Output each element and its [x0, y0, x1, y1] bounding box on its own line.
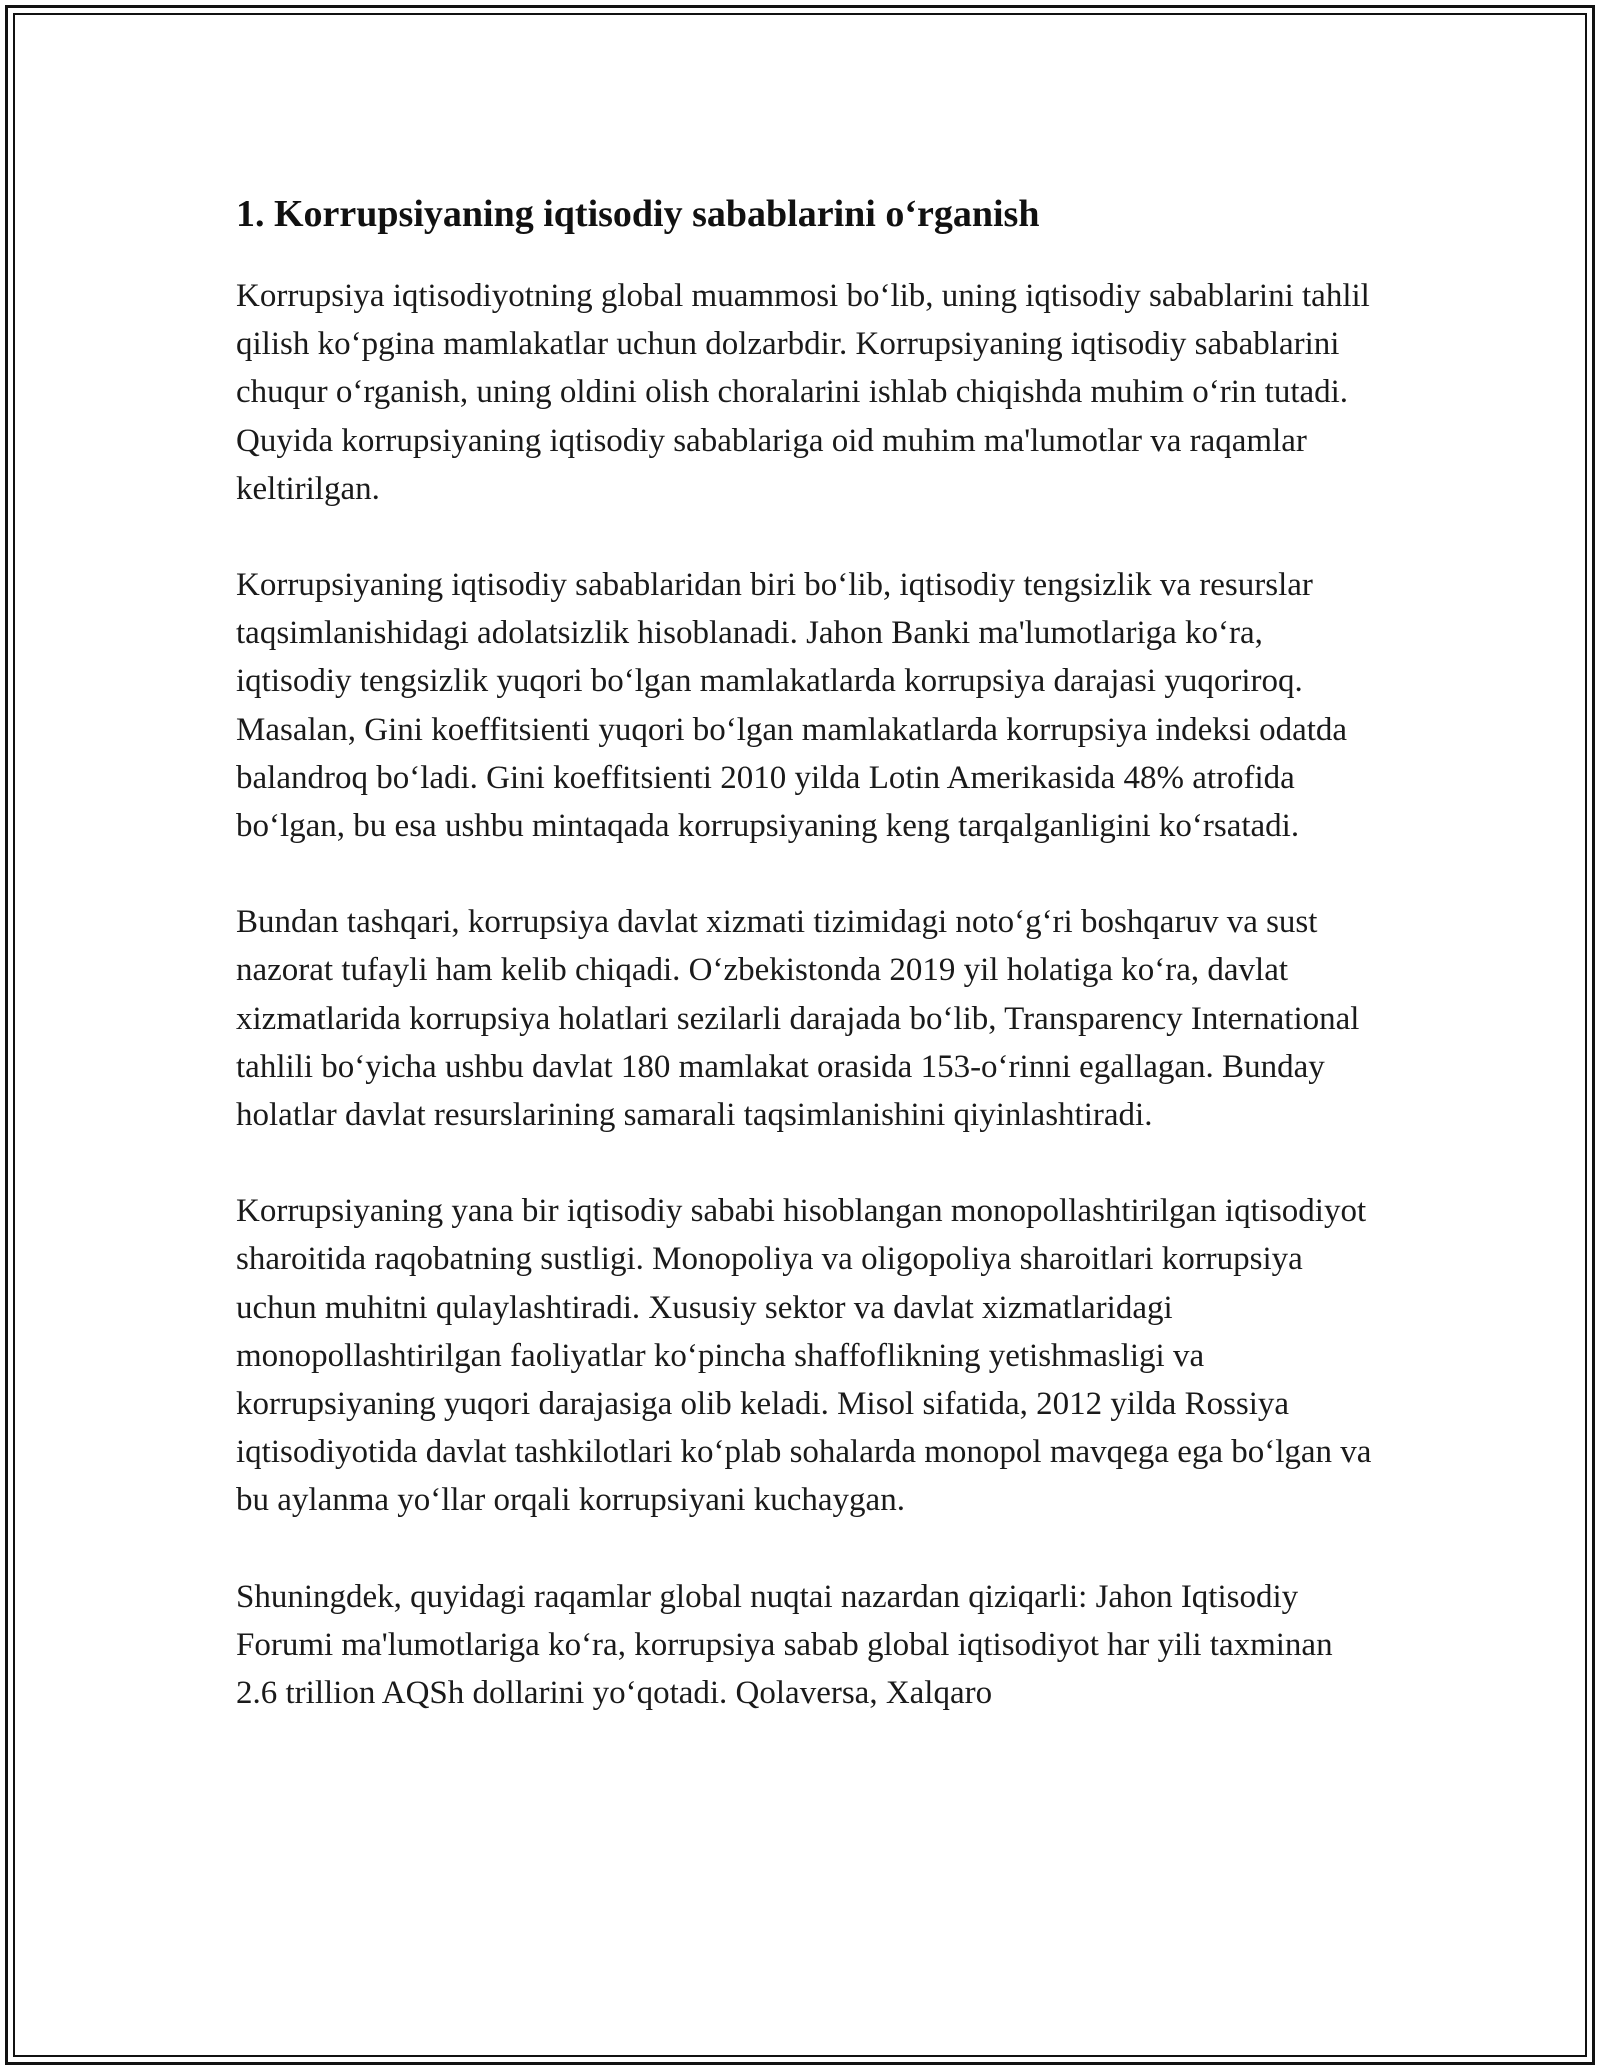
paragraph-3: Bundan tashqari, korrupsiya davlat xizmati tizimidagi noto‘g‘ri boshqaruv va sust nazorat tufayli ham kelib chiqadi. O‘zbekistonda 2019 yil holatiga ko‘ra, davlat xizmatlarida korrupsiya holatlari sezilarli darajada bo‘lib, Transparency International tahlili bo‘yicha ushbu davlat 180 mamlakat orasida 153-o‘rinni egallagan. Bunday holatlar davlat resurslarining samarali taqsimlanishini qiyinlashtiradi. — [236, 904, 1360, 1134]
paragraph-1: Korrupsiya iqtisodiyotning global muammosi bo‘lib, uning iqtisodiy sabablarini tahlil qilish ko‘pgina mamlakatlar uchun dolzarbdir. Korrupsiyaning iqtisodiy sabablarini chuqur o‘rganish, uning oldini olish choralarini ishlab chiqishda muhim o‘rin tutadi. Quyida korrupsiyaning iqtisodiy sabablariga oid muhim ma'lumotlar va raqamlar keltirilgan. — [236, 278, 1370, 507]
paragraph-2: Korrupsiyaning iqtisodiy sabablaridan biri bo‘lib, iqtisodiy tengsizlik va resurslar taqsimlanishidagi adolatsizlik hisoblanadi. Jahon Banki ma'lumotlariga ko‘ra, iqtisodiy tengsizlik yuqori bo‘lgan mamlakatlarda korrupsiya darajasi yuqoriroq. Masalan, Gini koeffitsienti yuqori bo‘lgan mamlakatlarda korrupsiya indeksi odatda balandroq bo‘ladi. Gini koeffitsienti 2010 yilda Lotin Amerikasida 48% atrofida bo‘lgan, bu esa ushbu mintaqada korrupsiyaning keng tarqalganligini ko‘rsatadi. — [236, 567, 1348, 845]
document-page — [236, 190, 1376, 1765]
paragraph-5: Shuningdek, quyidagi raqamlar global nuqtai nazardan qiziqarli: Jahon Iqtisodiy Forumi ma'lumotlariga ko‘ra, korrupsiya sabab global iqtisodiyot har yili taxminan 2.6 trillion AQSh dollarini yo‘qotadi. Qolaversa, Xalqaro — [236, 1578, 1333, 1712]
section-heading: 1. Korrupsiyaning iqtisodiy sabablarini o‘rganish — [236, 193, 1040, 235]
paragraph-4: Korrupsiyaning yana bir iqtisodiy sababi hisoblangan monopollashtirilgan iqtisodiyot sharoitida raqobatning sustligi. Monopoliya va oligopoliya sharoitlari korrupsiya uchun muhitni qulaylashtiradi. Xususiy sektor va davlat xizmatlaridagi monopollashtirilgan faoliyatlar ko‘pincha shaffoflikning yetishmasligi va korrupsiyaning yuqori darajasiga olib keladi. Misol sifatida, 2012 yilda Rossiya iqtisodiyotida davlat tashkilotlari ko‘plab sohalarda monopol mavqega ega bo‘lgan va bu aylanma yo‘llar orqali korrupsiyani kuchaygan. — [236, 1193, 1372, 1519]
